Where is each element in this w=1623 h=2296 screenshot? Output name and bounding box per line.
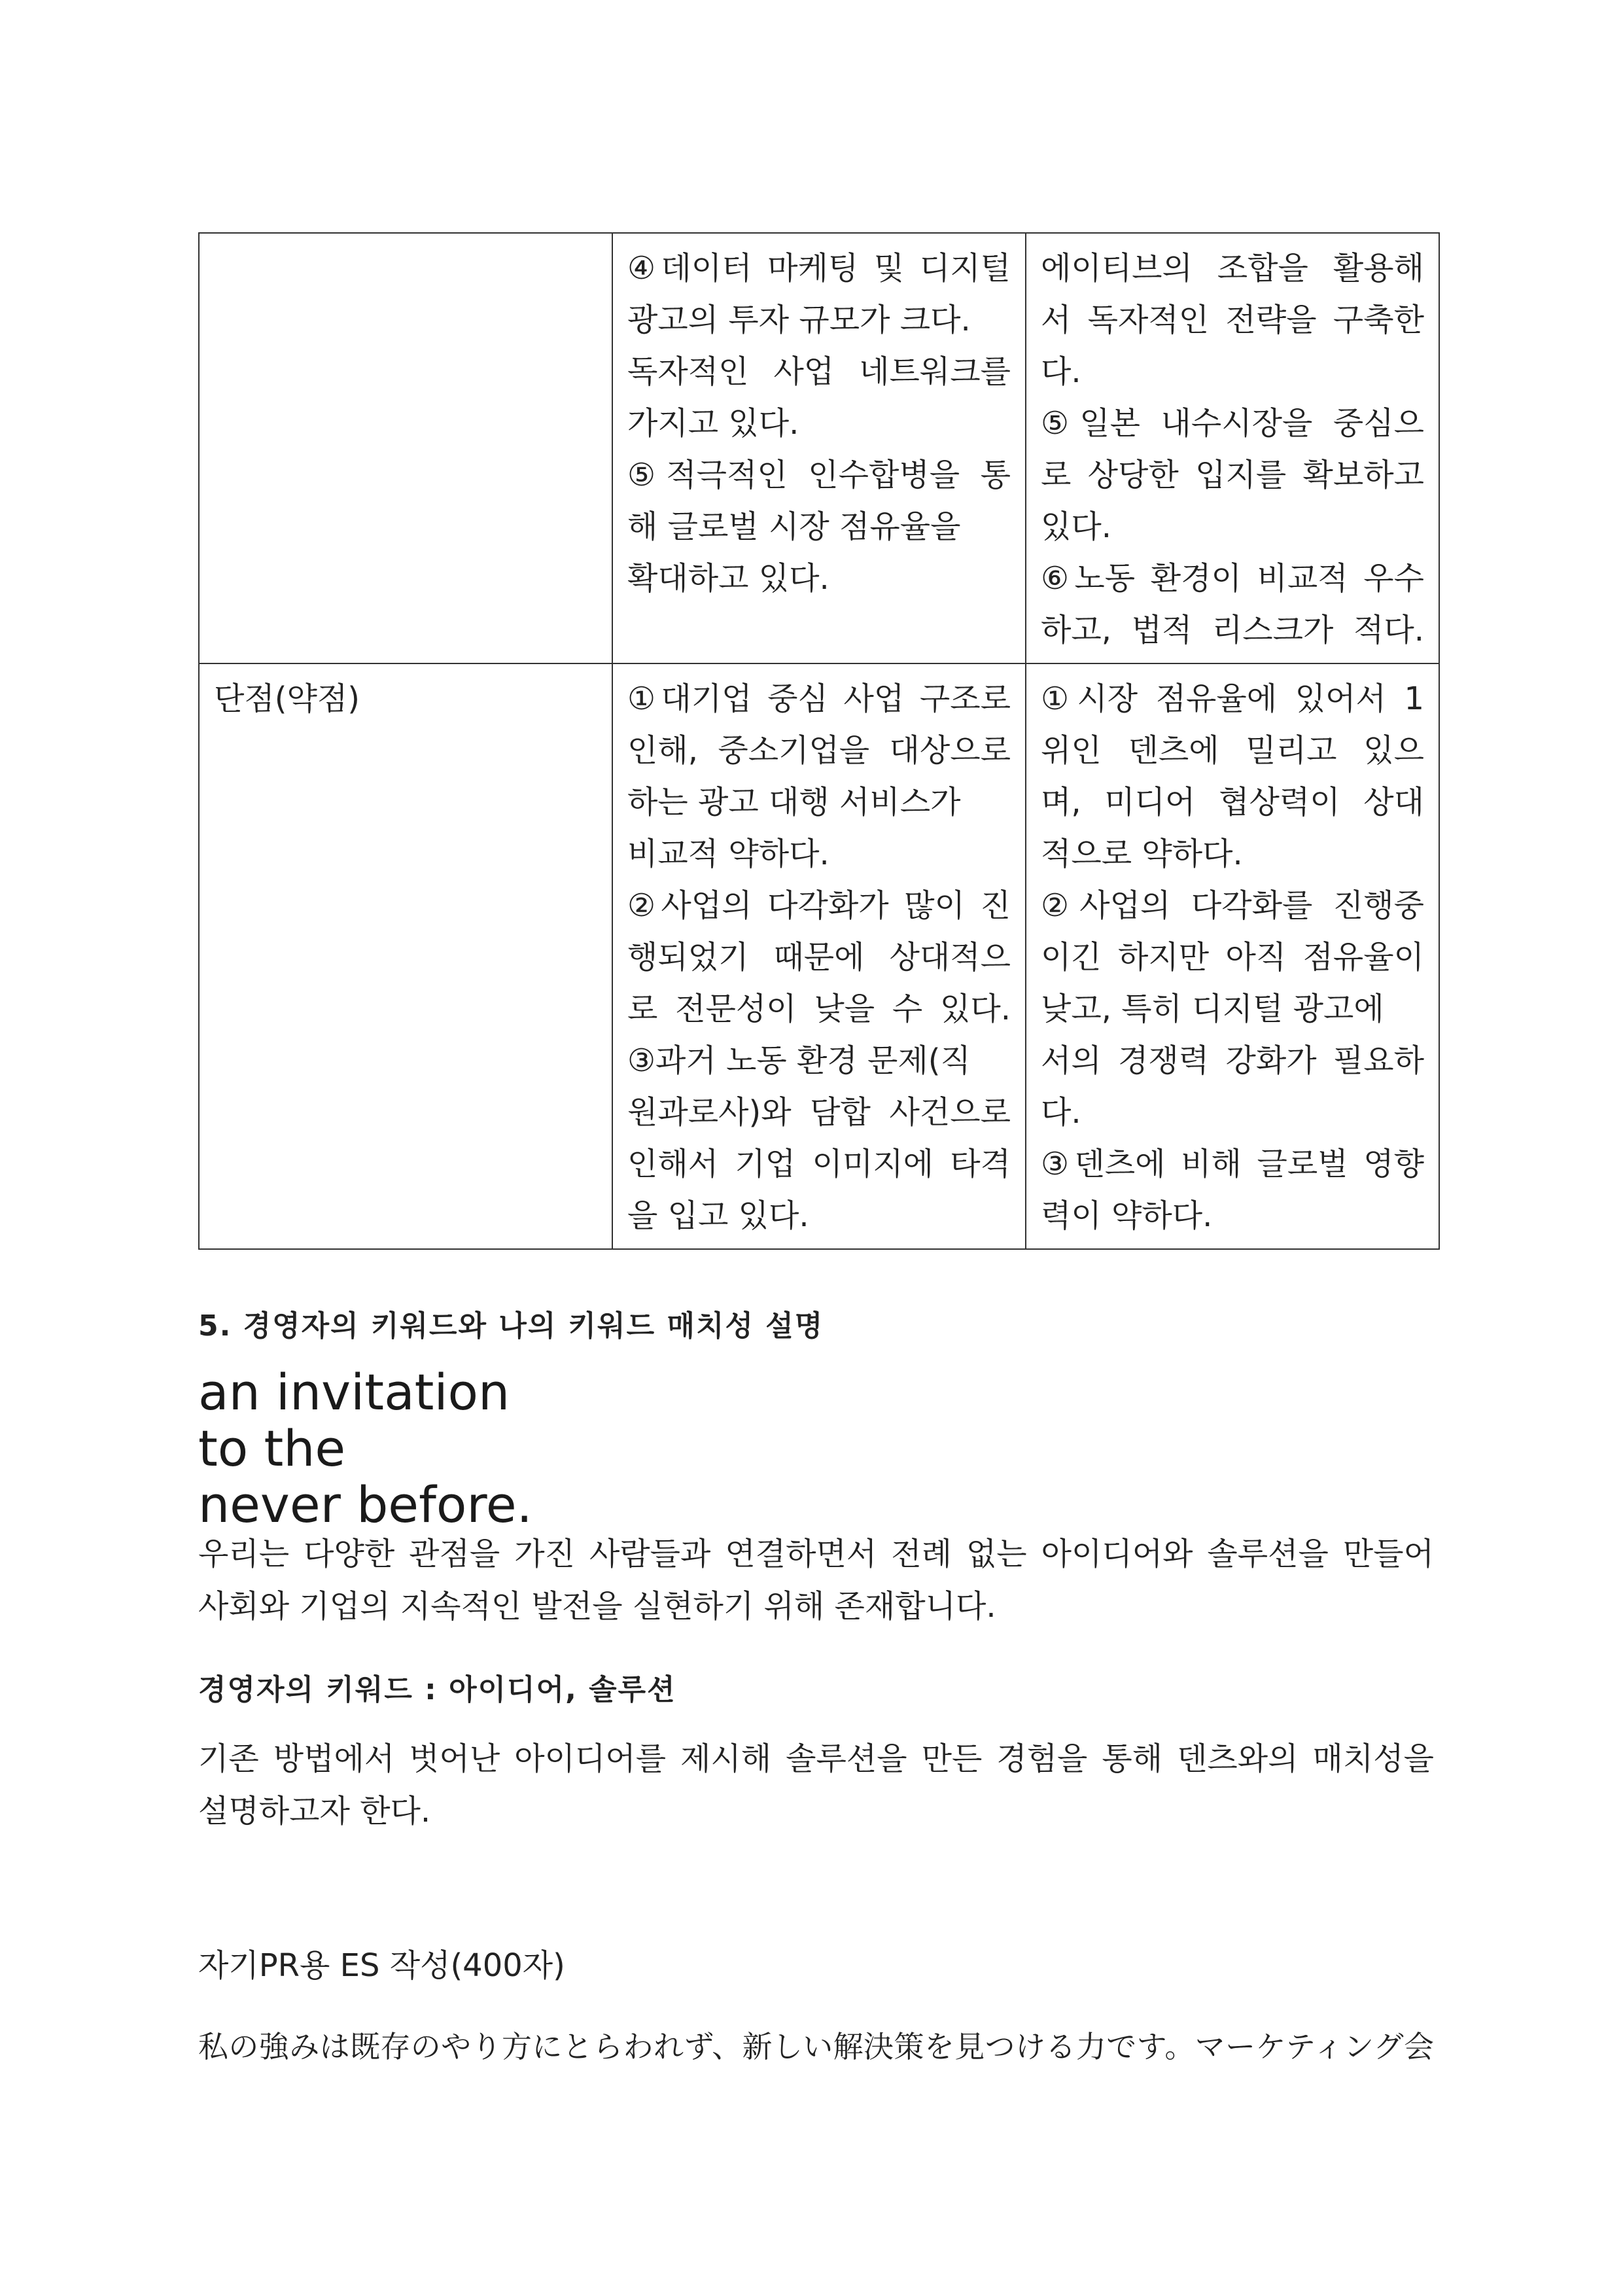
cell-line: 비교적 약하다. (627, 836, 829, 872)
cell-line: ⑤일본 내수시장을 중심으 (1041, 405, 1424, 442)
cell-line: 원과로사)와 담합 사건으로 (627, 1094, 1011, 1131)
cell-line: 낮고, 특히 디지털 광고에 (1041, 991, 1384, 1027)
slogan-line: never before. (198, 1475, 532, 1534)
cell-line: 하는 광고 대행 서비스가 (627, 784, 961, 821)
cell-line: 가지고 있다. (627, 405, 799, 442)
swot-table (198, 232, 1440, 1250)
cell-line: 다. (1041, 1094, 1081, 1131)
cell-line: 독자적인 사업 네트워크를 (627, 353, 1011, 390)
cell-line: 을 입고 있다. (627, 1197, 809, 1234)
keyword-paragraph (198, 1733, 1434, 1837)
cell-line: ①시장 점유율에 있어서 1 (1041, 680, 1424, 717)
paragraph-line: 우리는 다양한 관점을 가진 사람들과 연결하면서 전례 없는 아이디어와 솔루션을 만들어 (198, 1536, 1434, 1572)
cell-line: ⑥노동 환경이 비교적 우수 (1041, 560, 1424, 597)
cell-line: ②사업의 다각화가 많이 진 (627, 887, 1011, 924)
table-row-weaknesses (199, 663, 1439, 1249)
cell-line: ③과거 노동 환경 문제(직 (627, 1042, 971, 1079)
pr-title: 자기PR용 ES 작성(400자) (198, 1947, 565, 1984)
cell-line: 인해, 중소기업을 대상으로 (627, 732, 1011, 769)
cell-line: 확대하고 있다. (627, 560, 829, 597)
cell-line: 서 독자적인 전략을 구축한 (1041, 302, 1424, 338)
table-row-strengths-continued (199, 233, 1439, 663)
section-heading: 5. 경영자의 키워드와 나의 키워드 매치성 설명 (198, 1309, 824, 1343)
cell-line: ③덴츠에 비해 글로벌 영향 (1041, 1146, 1424, 1182)
cell-line: 있다. (1041, 508, 1111, 545)
cell-line: ①대기업 중심 사업 구조로 (627, 680, 1011, 717)
paragraph-line: 기존 방법에서 벗어난 아이디어를 제시해 솔루션을 만든 경험을 통해 덴츠와의 매치성을 (198, 1740, 1434, 1777)
cell-line: 해 글로벌 시장 점유율을 (627, 508, 961, 545)
cell-line: ⑤적극적인 인수합병을 통 (627, 457, 1011, 493)
company-a-cell (612, 233, 1026, 663)
keyword-heading: 경영자의 키워드 : 아이디어, 솔루션 (198, 1673, 676, 1706)
cell-line: 위인 덴츠에 밀리고 있으 (1041, 732, 1424, 769)
company-b-cell (1026, 663, 1439, 1249)
paragraph-line: 사회와 기업의 지속적인 발전을 실현하기 위해 존재합니다. (198, 1588, 996, 1625)
cell-line: ②사업의 다각화를 진행중 (1041, 887, 1424, 924)
row-label-cell (199, 233, 612, 663)
row-label-cell (199, 663, 612, 1249)
cell-line: 에이티브의 조합을 활용해 (1041, 250, 1424, 287)
cell-line: 서의 경쟁력 강화가 필요하 (1041, 1042, 1424, 1079)
company-b-cell (1026, 233, 1439, 663)
cell-line: 로 전문성이 낮을 수 있다. (627, 991, 1011, 1027)
cell-line: 이긴 하지만 아직 점유율이 (1041, 939, 1424, 976)
slogan-line: an invitation (198, 1363, 510, 1421)
cell-line: 하고, 법적 리스크가 적다. (1041, 612, 1424, 648)
cell-line: 인해서 기업 이미지에 타격 (627, 1146, 1011, 1182)
cell-line: 광고의 투자 규모가 크다. (627, 302, 971, 338)
cell-line: 력이 약하다. (1041, 1197, 1213, 1234)
row-label: 단점(약점) (214, 680, 360, 717)
japanese-text-line: 私の強みは既存のやり方にとらわれず、新しい解決策を見つける力です。マーケティング会 (198, 2029, 1434, 2064)
slogan-line: to the (198, 1419, 346, 1477)
mission-paragraph (198, 1528, 1434, 1633)
cell-line: 로 상당한 입지를 확보하고 (1041, 457, 1424, 493)
cell-line: 행되었기 때문에 상대적으 (627, 939, 1011, 976)
slogan-logo (198, 1364, 532, 1533)
cell-line: 적으로 약하다. (1041, 836, 1243, 872)
cell-line: ④데이터 마케팅 및 디지털 (627, 250, 1011, 287)
company-a-cell (612, 663, 1026, 1249)
cell-line: 다. (1041, 353, 1081, 390)
cell-line: 며, 미디어 협상력이 상대 (1041, 784, 1424, 821)
paragraph-line: 설명하고자 한다. (198, 1793, 431, 1829)
